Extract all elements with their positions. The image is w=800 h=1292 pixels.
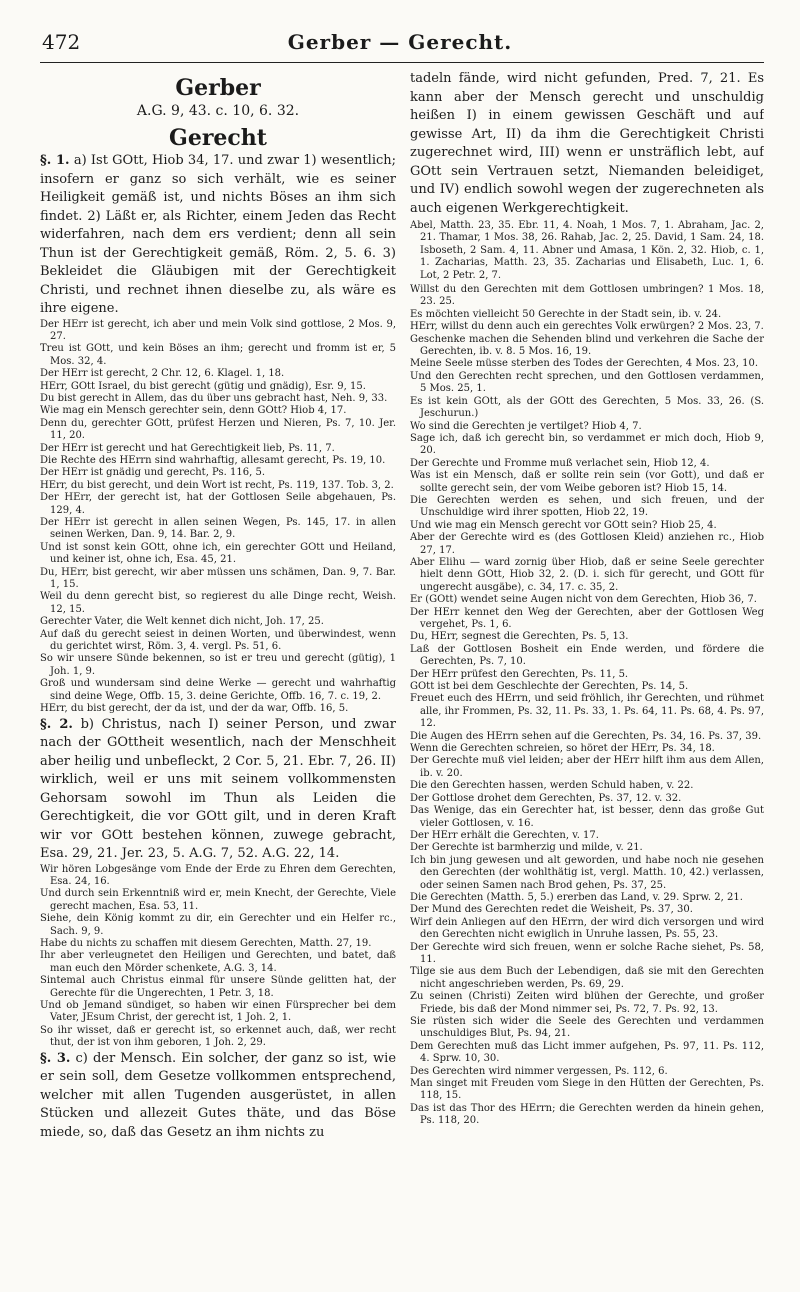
quote-entry: Siehe, dein König kommt zu dir, ein Gerechter und ein Helfer rc., Sach. 9, 9. — [40, 913, 396, 937]
quote-entry: Wo sind die Gerechten je vertilget? Hiob 4, 7. — [410, 420, 642, 432]
quote-list-man — [410, 284, 764, 1128]
section-1-label: §. 1. — [40, 153, 70, 168]
quote-entry: Willst du den Gerechten mit dem Gottlosen umbringen? 1 Mos. 18, 23. 25. — [410, 284, 764, 308]
quote-entry: Des Gerechten wird nimmer vergessen, Ps. 112, 6. — [410, 1065, 668, 1077]
quote-entry: Man singet mit Freuden vom Siege in den Hütten der Gerechten, Ps. 118, 15. — [410, 1078, 764, 1102]
quote-entry: Der Gerechte ist barmherzig und milde, v. 21. — [410, 842, 643, 854]
quote-entry: Wie mag ein Mensch gerechter sein, denn GOtt? Hiob 4, 17. — [40, 405, 347, 417]
quote-entry: Tilge sie aus dem Buch der Lebendigen, daß sie mit den Gerechten nicht angeschrieben werden, Ps. 69, 29. — [410, 966, 764, 990]
quote-entry: Die Gerechten (Matth. 5, 5.) ererben das Land, v. 29. Sprw. 2, 21. — [410, 891, 743, 903]
section-2-label: §. 2. — [40, 716, 73, 732]
page-header — [0, 30, 800, 58]
quote-list-god — [40, 319, 396, 716]
section-2-paragraph — [40, 716, 396, 864]
quote-entry: HErr, du bist gerecht, der da ist, und der da war, Offb. 16, 5. — [40, 703, 349, 715]
quote-entry: Laß der Gottlosen Bosheit ein Ende werden, und fördere die Gerechten, Ps. 7, 10. — [410, 643, 764, 668]
quote-entry: So ihr wisset, daß er gerecht ist, so erkennet auch, daß, wer recht thut, der ist von ihm geboren, 1 Joh. 2, 29. — [40, 1024, 396, 1049]
section-1-text: a) Ist GOtt, Hiob 34, 17. und zwar 1) wesentlich; insofern er ganz so sich verhält, wie es seiner Heiligkeit gemäß ist, und nichts Böses an ihm sich findet. 2) Läßt er, als Richter, einem Jeden das Recht widerfahren, nach dem ers verdient; denn all sein Thun ist der Gerechtigkeit gemäß, Röm. 2, 5. 6. 3) Bekleidet die Gläubigen mit der Gerechtigkeit Christi, und rechnet ihnen dieselbe zu, als wäre es ihre eigene. — [40, 153, 396, 316]
quote-entry: Geschenke machen die Sehenden blind und verkehren die Sache der Gerechten, ib. v. 8. 5 Mos. 16, 19. — [410, 333, 764, 358]
quote-entry: HErr, willst du denn auch ein gerechtes Volk erwürgen? 2 Mos. 23, 7. — [410, 321, 764, 333]
examples-references: Abel, Matth. 23, 35. Ebr. 11, 4. Noah, 1 Mos. 7, 1. Abraham, Jac. 2, 21. Thamar, 1 Mos. 38, 26. Rahab, Jac. 2, 25. David, 1 Sam. 24, 18. Isboseth, 2 Sam. 4, 11. Abner und Amasa, 1 Kön. 2, 32. Hiob, c. 1, 1. Zacharias, Matth. 23, 35. Zacharias und Elisabeth, Luc. 1, 6. Lot, 2 Petr. 2, 7. — [410, 220, 764, 281]
entry-reference-gerber: A.G. 9, 43. c. 10, 6. 32. — [136, 103, 300, 119]
quote-entry: Du, HErr, segnest die Gerechten, Ps. 5, 13. — [410, 631, 629, 643]
quote-entry: Du, HErr, bist gerecht, wir aber müssen uns schämen, Dan. 9, 7. Bar. 1, 15. — [40, 566, 396, 591]
quote-entry: Groß und wundersam sind deine Werke — gerecht und wahrhaftig sind deine Wege, Offb. 15, 3. deine Gerichte, Offb. 16, 7. c. 19, 2. — [40, 678, 396, 702]
quote-entry: Und ist sonst kein GOtt, ohne ich, ein gerechter GOtt und Heiland, und keiner ist, ohne ich, Esa. 45, 21. — [40, 541, 396, 566]
quote-entry: GOtt ist bei dem Geschlechte der Gerechten, Ps. 14, 5. — [410, 681, 689, 693]
quote-entry: Zu seinen (Christi) Zeiten wird blühen der Gerechte, und großer Friede, bis daß der Mond nimmer sei, Ps. 72, 7. Ps. 92, 13. — [410, 991, 764, 1015]
left-column — [40, 70, 396, 1280]
quote-entry: Sage ich, daß ich gerecht bin, so verdammet er mich doch, Hiob 9, 20. — [410, 432, 764, 457]
quote-entry: So wir unsere Sünde bekennen, so ist er treu und gerecht (gütig), 1 Joh. 1, 9. — [40, 653, 396, 677]
section-3-label: §. 3. — [40, 1050, 71, 1066]
quote-entry: Der HErr ist gerecht, ich aber und mein Volk sind gottlose, 2 Mos. 9, 27. — [40, 318, 396, 342]
quote-entry: Das ist das Thor des HErrn; die Gerechten werden da hinein gehen, Ps. 118, 20. — [410, 1102, 764, 1127]
section-3-continuation: tadeln fände, wird nicht gefunden, Pred. 7, 21. Es kann aber der Mensch gerecht und unschuldig heißen I) in einem gewissen Geschäft und auf gewisse Art, II) da ihm die Gerechtigkeit Christi zugerechnet wird, III) wenn er unsträflich lebt, auf GOtt sein Vertrauen setzt, Niemanden beleidiget, und IV) endlich sowohl wegen der zugerechneten als auch eigenen Werkgerechtigkeit. — [410, 71, 764, 216]
quote-entry: Sie rüsten sich wider die Seele des Gerechten und verdammen unschuldiges Blut, Ps. 94, 21. — [410, 1016, 764, 1040]
quote-entry: Der HErr ist gerecht in allen seinen Wegen, Ps. 145, 17. in allen seinen Werken, Dan. 9, 14. Bar. 2, 9. — [40, 517, 396, 541]
quote-entry: Es möchten vielleicht 50 Gerechte in der Stadt sein, ib. v. 24. — [410, 308, 722, 320]
quote-entry: Weil du denn gerecht bist, so regierest du alle Dinge recht, Weish. 12, 15. — [40, 591, 396, 615]
quote-entry: Die Rechte des HErrn sind wahrhaftig, allesamt gerecht, Ps. 19, 10. — [40, 454, 386, 466]
header-rule — [40, 62, 764, 63]
quote-entry: Der Gottlose drohet dem Gerechten, Ps. 37, 12. v. 32. — [410, 792, 682, 804]
quote-entry: Und durch sein Erkenntniß wird er, mein Knecht, der Gerechte, Viele gerecht machen, Esa. 53, 11. — [40, 888, 396, 912]
quote-entry: Du bist gerecht in Allem, das du über uns gebracht hast, Neh. 9, 33. — [40, 392, 388, 404]
quote-entry: Der HErr kennet den Weg der Gerechten, aber der Gottlosen Weg vergehet, Ps. 1, 6. — [410, 606, 764, 630]
quote-entry: Der HErr erhält die Gerechten, v. 17. — [410, 829, 599, 841]
quote-entry: Die den Gerechten hassen, werden Schuld haben, v. 22. — [410, 780, 694, 792]
quote-entry: Wenn die Gerechten schreien, so höret der HErr, Ps. 34, 18. — [410, 743, 715, 755]
quote-entry: Sintemal auch Christus einmal für unsere Sünde gelitten hat, der Gerechte für die Ungerechten, 1 Petr. 3, 18. — [40, 975, 396, 999]
quote-entry: HErr, GOtt Israel, du bist gerecht (gütig und gnädig), Esr. 9, 15. — [40, 380, 366, 392]
quote-entry: Die Gerechten werden es sehen, und sich freuen, und der Unschuldige wird ihrer spotten, Hiob 22, 19. — [410, 494, 764, 519]
quote-entry: Treu ist GOtt, und kein Böses an ihm; gerecht und fromm ist er, 5 Mos. 32, 4. — [40, 343, 396, 367]
quote-entry: Er (GOtt) wendet seine Augen nicht von dem Gerechten, Hiob 36, 7. — [410, 594, 757, 606]
section-2-text: b) Christus, nach I) seiner Person, und zwar nach der GOttheit wesentlich, nach der Menschheit aber heilig und unbefleckt, 2 Cor. 5, 21. Ebr. 7, 26. II) wirklich, weil er uns mit seinem vollkommensten Gehorsam sowohl im Thun als Leiden die Gerechtigkeit, die vor GOtt gilt, und in deren Kraft wir vor GOtt bestehen können, zuwege gebracht, Esa. 29, 21. Jer. 23, 5. A.G. 7, 52. A.G. 22, 14. — [40, 716, 396, 861]
quote-entry: Und wie mag ein Mensch gerecht vor GOtt sein? Hiob 25, 4. — [410, 519, 717, 531]
quote-list-christ — [40, 864, 396, 1050]
quote-entry: Der Mund des Gerechten redet die Weisheit, Ps. 37, 30. — [410, 904, 693, 916]
quote-entry: Habe du nichts zu schaffen mit diesem Gerechten, Matth. 27, 19. — [40, 937, 372, 949]
quote-entry: Der HErr ist gerecht und hat Gerechtigkeit lieb, Ps. 11, 7. — [40, 442, 335, 454]
running-title: Gerber — Gerecht. — [287, 30, 513, 54]
quote-entry: Gerechter Vater, die Welt kennet dich nicht, Joh. 17, 25. — [40, 616, 324, 628]
quote-entry: Ich bin jung gewesen und alt geworden, und habe noch nie gesehen den Gerechten (der wohlthätig ist, vergl. Matth. 10, 42.) verlassen, oder seinen Samen nach Brod gehen, Ps. 37, 25. — [410, 854, 764, 891]
quote-entry: Wir hören Lobgesänge vom Ende der Erde zu Ehren dem Gerechten, Esa. 24, 16. — [40, 863, 396, 887]
entry-heading-gerber: Gerber — [175, 75, 261, 101]
quote-entry: Dem Gerechten muß das Licht immer aufgehen, Ps. 97, 11. Ps. 112, 4. Sprw. 10, 30. — [410, 1040, 764, 1065]
quote-entry: Wirf dein Anliegen auf den HErrn, der wird dich versorgen und wird den Gerechten nicht ewiglich in Unruhe lassen, Ps. 55, 23. — [410, 916, 764, 941]
quote-entry: Und ob Jemand sündiget, so haben wir einen Fürsprecher bei dem Vater, JEsum Christ, der gerecht ist, 1 Joh. 2, 1. — [40, 999, 396, 1024]
quote-entry: Der Gerechte muß viel leiden; aber der HErr hilft ihm aus dem Allen, ib. v. 20. — [410, 755, 764, 779]
section-3-text: c) der Mensch. Ein solcher, der ganz so ist, wie er sein soll, dem Gesetze vollkommen entsprechend, welcher mit allen Tugenden ausgerüstet, in allen Stücken und allezeit Gutes thäte, und das Böse miede, so, daß das Gesetz an ihm nichts zu — [40, 1050, 396, 1140]
quote-entry: Was ist ein Mensch, daß er sollte rein sein (vor Gott), und daß er sollte gerecht sein, der vom Weibe geboren ist? Hiob 15, 14. — [410, 470, 764, 494]
section-3-paragraph — [40, 1050, 396, 1143]
quote-entry: Der HErr ist gnädig und gerecht, Ps. 116, 5. — [40, 467, 265, 479]
quote-entry: HErr, du bist gerecht, und dein Wort ist recht, Ps. 119, 137. Tob. 3, 2. — [40, 479, 394, 491]
quote-entry: Der HErr, der gerecht ist, hat der Gottlosen Seile abgehauen, Ps. 129, 4. — [40, 492, 396, 516]
quote-entry: Die Augen des HErrn sehen auf die Gerechten, Ps. 34, 16. Ps. 37, 39. — [410, 730, 762, 742]
quote-entry: Das Wenige, das ein Gerechter hat, ist besser, denn das große Gut vieler Gottlosen, v. 16. — [410, 805, 764, 829]
right-column — [410, 70, 764, 1280]
quote-entry: Auf daß du gerecht seiest in deinen Worten, und überwindest, wenn du gerichtet wirst, Röm. 3, 4. vergl. Ps. 51, 6. — [40, 628, 396, 653]
quote-entry: Der Gerechte wird sich freuen, wenn er solche Rache siehet, Ps. 58, 11. — [410, 941, 764, 965]
quote-entry: Denn du, gerechter GOtt, prüfest Herzen und Nieren, Ps. 7, 10. Jer. 11, 20. — [40, 417, 396, 442]
quote-entry: Freuet euch des HErrn, und seid fröhlich, ihr Gerechten, und rühmet alle, ihr Frommen, Ps. 32, 11. Ps. 33, 1. Ps. 64, 11. Ps. 68, 4. Ps. 97, 12. — [410, 693, 764, 730]
quote-entry: Aber der Gerechte wird es (des Gottlosen Kleid) anziehen rc., Hiob 27, 17. — [410, 532, 764, 556]
quote-entry: Aber Elihu — ward zornig über Hiob, daß er seine Seele gerechter hielt denn GOtt, Hiob 32, 2. (D. i. sich für gerecht, und GOtt für ungerecht ausgäbe), c. 34, 17. c. 35, 2. — [410, 556, 764, 593]
quote-entry: Ihr aber verleugnetet den Heiligen und Gerechten, und batet, daß man euch den Mörder schenkete, A.G. 3, 14. — [40, 950, 396, 974]
quote-entry: Und den Gerechten recht sprechen, und den Gottlosen verdammen, 5 Mos. 25, 1. — [410, 370, 764, 395]
quote-entry: Meine Seele müsse sterben des Todes der Gerechten, 4 Mos. 23, 10. — [410, 358, 759, 370]
quote-entry: Der Gerechte und Fromme muß verlachet sein, Hiob 12, 4. — [410, 457, 710, 469]
entry-heading-gerecht: Gerecht — [169, 125, 267, 151]
page-number: 472 — [42, 30, 81, 54]
section-1-paragraph — [40, 152, 396, 319]
quote-entry: Es ist kein GOtt, als der GOtt des Gerechten, 5 Mos. 33, 26. (S. Jeschurun.) — [410, 395, 764, 420]
quote-entry: Der HErr ist gerecht, 2 Chr. 12, 6. Klagel. 1, 18. — [40, 368, 285, 380]
quote-entry: Der HErr prüfest den Gerechten, Ps. 11, 5. — [410, 668, 629, 680]
